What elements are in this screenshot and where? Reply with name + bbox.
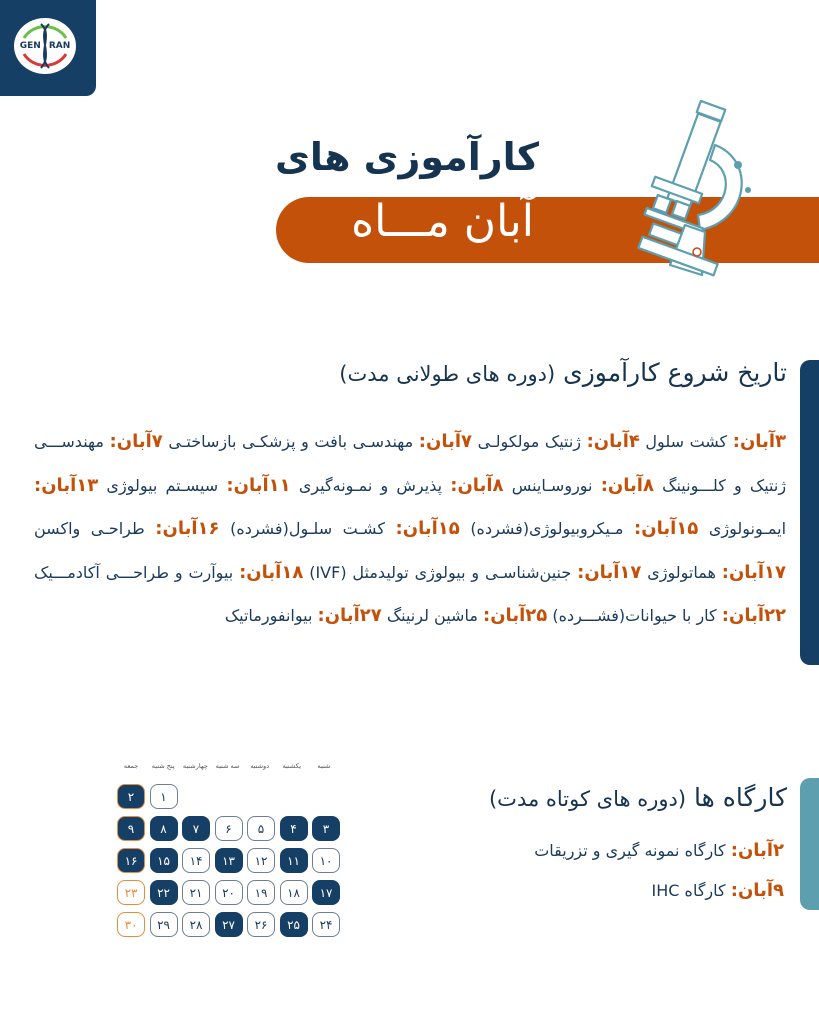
- calendar-day: ۲۴: [312, 912, 340, 937]
- calendar-day: ۷: [182, 816, 210, 841]
- calendar-weekdays: [115, 762, 340, 770]
- internship-item: [230, 519, 460, 538]
- internship-item: [470, 519, 698, 538]
- workshops-heading: [489, 783, 787, 812]
- internship-item: [478, 432, 640, 451]
- calendar-day: ۵: [247, 816, 275, 841]
- calendar-day: ۱: [150, 784, 178, 809]
- section-accent-bar: [800, 360, 819, 665]
- calendar-day: ۲۳: [117, 880, 145, 905]
- internship-title: پذیرش و نمـونه‌گیری: [298, 475, 443, 495]
- calendar-day: ۱۲: [247, 848, 275, 873]
- internship-title: بیوانفورماتیک: [224, 606, 313, 625]
- calendar-day: ۲۵: [280, 912, 308, 937]
- internship-item: [512, 476, 654, 495]
- workshops-heading-text: کارگاه ها: [694, 783, 787, 812]
- internship-item: [299, 476, 504, 495]
- calendar-day: ۶: [215, 816, 243, 841]
- weekday-label: چهارشنبه: [182, 762, 208, 770]
- weekday-label: پنج شنبه: [151, 762, 175, 770]
- logo-panel: [0, 0, 96, 96]
- internship-title: ژنتیک مولکولـی: [477, 432, 582, 451]
- internship-date: ۸آبان:: [450, 474, 504, 496]
- internships-heading-text: تاریخ شروع کارآموزی: [563, 358, 787, 387]
- internship-item: [387, 606, 547, 625]
- calendar-day: ۲۲: [150, 880, 178, 905]
- workshops-heading-note: (دوره های کوتاه مدت): [488, 787, 687, 811]
- title-line-2: آبان مـــاه: [351, 196, 534, 247]
- internship-item: [34, 563, 303, 582]
- workshop-title: کارگاه نمونه گیری و تزریقات: [534, 841, 726, 860]
- internship-date: ۱۳آبان:: [34, 474, 99, 496]
- calendar-day: ۹: [117, 816, 145, 841]
- weekday-label: یکشنبه: [282, 762, 302, 770]
- calendar-day: ۲: [117, 784, 145, 809]
- internship-title: ایمـونولوژی: [708, 519, 787, 538]
- calendar-day: ۱۴: [182, 848, 210, 873]
- internship-title: کشـت سلـول(فشرده): [230, 519, 385, 538]
- calendar-day: ۲۹: [150, 912, 178, 937]
- calendar-day: ۴: [280, 816, 308, 841]
- internship-title: هماتولوژی: [647, 562, 716, 582]
- internship-item: [168, 432, 472, 451]
- internships-heading: [339, 358, 787, 387]
- section-accent-bar: [800, 778, 819, 910]
- internship-item: [552, 606, 786, 625]
- internship-date: ۲۲آبان:: [721, 605, 786, 626]
- internship-date: ۷آبان:: [109, 431, 163, 452]
- internship-title: جنین‌شناسـی و بیولوژی تولیدمثل (IVF): [309, 562, 572, 582]
- workshop-item: [534, 840, 784, 861]
- weekday-label: جمعه: [123, 762, 139, 770]
- internship-item: [225, 606, 382, 625]
- calendar-day: ۲۱: [182, 880, 210, 905]
- internship-item: [645, 432, 786, 451]
- calendar-day: ۱۵: [150, 848, 178, 873]
- internship-date: ۱۱آبان:: [226, 474, 291, 496]
- internship-date: ۱۵آبان:: [395, 518, 460, 539]
- internship-title: بیوآرت و طراحـــی آکادمـــیک: [34, 562, 234, 582]
- internships-heading-note: (دوره های طولانی مدت): [339, 362, 556, 386]
- workshop-item: [652, 880, 784, 901]
- genran-logo: [14, 18, 76, 74]
- calendar-day: ۱۳: [215, 848, 243, 873]
- internship-date: ۱۸آبان:: [239, 561, 304, 583]
- calendar-day: ۲۶: [247, 912, 275, 937]
- internship-date: ۱۷آبان:: [577, 561, 642, 583]
- internship-title: سیسـتم بیولوژی: [106, 475, 219, 495]
- calendar-day: ۳: [312, 816, 340, 841]
- calendar-day: ۱۶: [117, 848, 145, 873]
- internship-date: ۱۶آبان:: [155, 518, 220, 539]
- internship-title: کشت سلول: [645, 432, 728, 451]
- calendar: [115, 762, 340, 937]
- internship-title: نوروسـاینس: [511, 475, 593, 495]
- weekday-label: دوشنبه: [250, 762, 270, 770]
- internship-date: ۱۷آبان:: [721, 561, 786, 583]
- internship-title: کار با حیوانات(فشـــرده): [552, 606, 717, 625]
- internship-item: [647, 563, 786, 582]
- internship-title: طراحـی واکسن: [34, 519, 145, 538]
- internship-date: ۳آبان:: [732, 431, 786, 452]
- calendar-day: ۲۰: [215, 880, 243, 905]
- calendar-day: ۱۷: [312, 880, 340, 905]
- internship-date: ۱۵آبان:: [634, 518, 699, 539]
- microscope-icon: [630, 100, 760, 290]
- calendar-day: ۱۹: [247, 880, 275, 905]
- calendar-day: ۲۸: [182, 912, 210, 937]
- internship-title: مـیکروبیولوژی(فشرده): [470, 519, 624, 538]
- weekday-label: شنبه: [317, 762, 331, 770]
- internship-date: ۲۵آبان:: [483, 605, 548, 626]
- title-line-1: کارآموزی های: [275, 135, 539, 179]
- calendar-day: ۱۱: [280, 848, 308, 873]
- calendar-day: ۲۷: [215, 912, 243, 937]
- internship-item: [106, 476, 290, 495]
- internship-date: ۴آبان:: [586, 431, 640, 452]
- internship-item: [309, 563, 641, 582]
- logo-text-left: GEN: [19, 41, 41, 51]
- internship-date: ۲۷آبان:: [317, 605, 382, 626]
- workshop-date: ۲آبان:: [730, 840, 784, 861]
- internship-date: ۸آبان:: [600, 474, 654, 496]
- internship-title: مهندسـی بافت و پزشکـی بازساختـی: [168, 432, 414, 451]
- internship-date: ۷آبان:: [418, 431, 473, 452]
- internship-item: [34, 519, 220, 538]
- internship-title: مهندســـی ژنتیک و کلـــونینگ: [34, 432, 787, 495]
- internship-title: ماشین لرنینگ: [386, 606, 478, 625]
- calendar-day: ۱۰: [312, 848, 340, 873]
- calendar-day: ۸: [150, 816, 178, 841]
- workshop-date: ۹آبان:: [730, 880, 784, 901]
- internship-list: [34, 420, 786, 638]
- calendar-grid: [115, 784, 340, 937]
- calendar-day: ۱۸: [280, 880, 308, 905]
- weekday-label: سه شنبه: [215, 762, 240, 770]
- calendar-day: ۳۰: [117, 912, 145, 937]
- workshop-title: کارگاه IHC: [651, 881, 726, 900]
- logo-text-right: RAN: [48, 41, 71, 51]
